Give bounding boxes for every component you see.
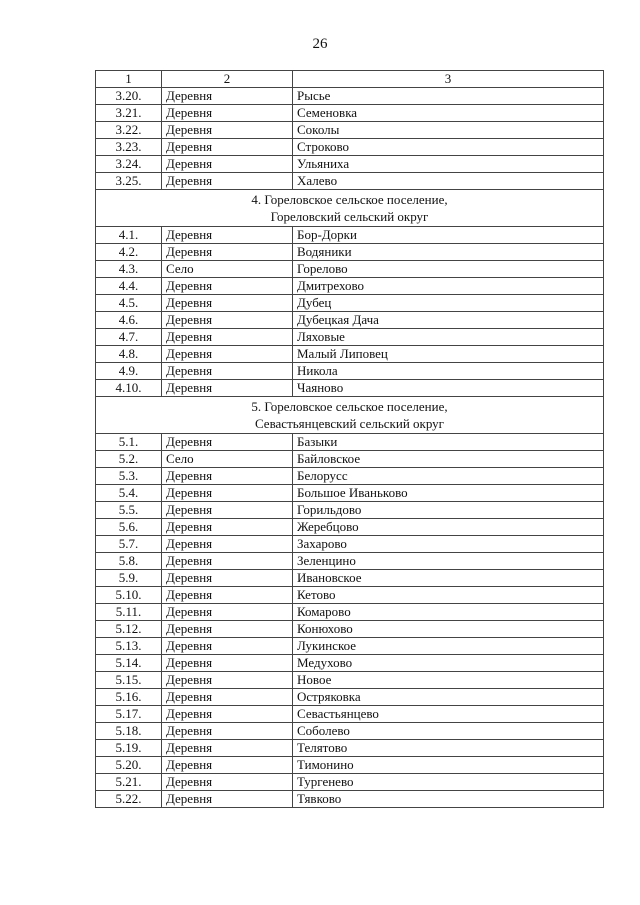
settlement-name: Остряковка <box>293 689 604 706</box>
table-row <box>96 502 604 519</box>
table-row <box>96 519 604 536</box>
table-row <box>96 468 604 485</box>
settlement-name: Телятово <box>293 740 604 757</box>
table-row <box>96 295 604 312</box>
settlement-type: Деревня <box>162 655 293 672</box>
row-number: 5.8. <box>96 553 162 570</box>
settlement-name: Жеребцово <box>293 519 604 536</box>
table-row <box>96 227 604 244</box>
settlement-type: Деревня <box>162 706 293 723</box>
settlement-type: Деревня <box>162 638 293 655</box>
table-row <box>96 156 604 173</box>
settlement-type: Село <box>162 451 293 468</box>
settlement-type: Деревня <box>162 156 293 173</box>
row-number: 3.23. <box>96 139 162 156</box>
table-row <box>96 451 604 468</box>
table-row <box>96 570 604 587</box>
settlement-name: Горильдово <box>293 502 604 519</box>
settlement-name: Комарово <box>293 604 604 621</box>
row-number: 3.20. <box>96 88 162 105</box>
section-heading-line: 4. Гореловское сельское поселение, <box>251 192 448 207</box>
row-number: 5.1. <box>96 434 162 451</box>
table-row <box>96 723 604 740</box>
settlement-name: Никола <box>293 363 604 380</box>
table-row <box>96 105 604 122</box>
settlement-type: Деревня <box>162 485 293 502</box>
row-number: 5.19. <box>96 740 162 757</box>
row-number: 5.16. <box>96 689 162 706</box>
section-heading-line: Севастьянцевский сельский округ <box>254 416 445 431</box>
settlement-type: Село <box>162 261 293 278</box>
row-number: 5.6. <box>96 519 162 536</box>
settlement-name: Малый Липовец <box>293 346 604 363</box>
settlement-name: Дубец <box>293 295 604 312</box>
row-number: 5.2. <box>96 451 162 468</box>
settlement-type: Деревня <box>162 791 293 808</box>
settlement-type: Деревня <box>162 312 293 329</box>
settlement-type: Деревня <box>162 740 293 757</box>
table-row <box>96 434 604 451</box>
column-header-number: 1 <box>96 71 162 88</box>
settlement-name: Тургенево <box>293 774 604 791</box>
settlement-type: Деревня <box>162 774 293 791</box>
table-row <box>96 346 604 363</box>
settlement-name: Ляховые <box>293 329 604 346</box>
settlement-type: Деревня <box>162 519 293 536</box>
row-number: 5.22. <box>96 791 162 808</box>
table-row <box>96 312 604 329</box>
section-heading-line: 5. Гореловское сельское поселение, <box>251 399 448 414</box>
table-row <box>96 139 604 156</box>
row-number: 4.4. <box>96 278 162 295</box>
table-body <box>96 88 604 808</box>
row-number: 4.3. <box>96 261 162 278</box>
row-number: 4.8. <box>96 346 162 363</box>
row-number: 3.24. <box>96 156 162 173</box>
row-number: 5.18. <box>96 723 162 740</box>
settlement-name: Конюхово <box>293 621 604 638</box>
settlement-name: Новое <box>293 672 604 689</box>
settlement-name: Медухово <box>293 655 604 672</box>
settlement-name: Дубецкая Дача <box>293 312 604 329</box>
page-number: 26 <box>312 36 328 52</box>
settlement-name: Водяники <box>293 244 604 261</box>
table-row <box>96 774 604 791</box>
settlement-type: Деревня <box>162 468 293 485</box>
row-number: 4.2. <box>96 244 162 261</box>
table-row <box>96 672 604 689</box>
row-number: 5.17. <box>96 706 162 723</box>
table-row <box>96 329 604 346</box>
header-row <box>96 71 604 88</box>
section-heading-row <box>96 397 604 434</box>
row-number: 3.22. <box>96 122 162 139</box>
settlement-type: Деревня <box>162 434 293 451</box>
settlement-type: Деревня <box>162 604 293 621</box>
table-row <box>96 604 604 621</box>
settlement-name: Бор-Дорки <box>293 227 604 244</box>
settlement-type: Деревня <box>162 363 293 380</box>
settlement-name: Базыки <box>293 434 604 451</box>
settlement-type: Деревня <box>162 380 293 397</box>
row-number: 5.20. <box>96 757 162 774</box>
row-number: 5.4. <box>96 485 162 502</box>
settlement-type: Деревня <box>162 295 293 312</box>
settlement-name: Дмитрехово <box>293 278 604 295</box>
settlement-name: Тимонино <box>293 757 604 774</box>
row-number: 4.5. <box>96 295 162 312</box>
settlement-type: Деревня <box>162 536 293 553</box>
table-row <box>96 122 604 139</box>
row-number: 5.21. <box>96 774 162 791</box>
column-header-type: 2 <box>162 71 293 88</box>
row-number: 5.12. <box>96 621 162 638</box>
table-row <box>96 88 604 105</box>
table-row <box>96 689 604 706</box>
settlement-name: Зеленцино <box>293 553 604 570</box>
settlement-type: Деревня <box>162 689 293 706</box>
row-number: 4.6. <box>96 312 162 329</box>
row-number: 4.9. <box>96 363 162 380</box>
settlement-type: Деревня <box>162 553 293 570</box>
settlement-name: Чаяново <box>293 380 604 397</box>
table-row <box>96 380 604 397</box>
settlement-name: Семеновка <box>293 105 604 122</box>
settlement-type: Деревня <box>162 587 293 604</box>
settlement-name: Рысье <box>293 88 604 105</box>
settlement-type: Деревня <box>162 173 293 190</box>
settlement-name: Халево <box>293 173 604 190</box>
section-heading <box>96 190 604 227</box>
table-row <box>96 485 604 502</box>
table-row <box>96 553 604 570</box>
settlement-name: Белорусс <box>293 468 604 485</box>
row-number: 4.1. <box>96 227 162 244</box>
table-row <box>96 278 604 295</box>
table-row <box>96 244 604 261</box>
settlement-type: Деревня <box>162 139 293 156</box>
table-row <box>96 587 604 604</box>
section-heading-line: Гореловский сельский округ <box>270 209 429 224</box>
table-row <box>96 757 604 774</box>
table-row <box>96 638 604 655</box>
table-row <box>96 740 604 757</box>
settlement-type: Деревня <box>162 723 293 740</box>
settlement-name: Строково <box>293 139 604 156</box>
row-number: 4.7. <box>96 329 162 346</box>
settlement-name: Кетово <box>293 587 604 604</box>
settlement-type: Деревня <box>162 88 293 105</box>
table-row <box>96 173 604 190</box>
settlement-type: Деревня <box>162 757 293 774</box>
settlement-name: Большое Иваньково <box>293 485 604 502</box>
settlement-type: Деревня <box>162 278 293 295</box>
row-number: 5.10. <box>96 587 162 604</box>
settlement-name: Севастьянцево <box>293 706 604 723</box>
table-row <box>96 261 604 278</box>
row-number: 5.14. <box>96 655 162 672</box>
table-row <box>96 655 604 672</box>
settlement-type: Деревня <box>162 672 293 689</box>
row-number: 5.15. <box>96 672 162 689</box>
table-row <box>96 621 604 638</box>
settlements-table <box>95 70 604 808</box>
row-number: 5.11. <box>96 604 162 621</box>
settlement-name: Ивановское <box>293 570 604 587</box>
row-number: 5.5. <box>96 502 162 519</box>
table-row <box>96 536 604 553</box>
settlement-name: Соболево <box>293 723 604 740</box>
column-header-name: 3 <box>293 71 604 88</box>
settlement-name: Соколы <box>293 122 604 139</box>
settlement-type: Деревня <box>162 227 293 244</box>
row-number: 5.3. <box>96 468 162 485</box>
section-heading-row <box>96 190 604 227</box>
settlement-type: Деревня <box>162 621 293 638</box>
section-heading <box>96 397 604 434</box>
settlement-type: Деревня <box>162 570 293 587</box>
settlement-name: Ульяниха <box>293 156 604 173</box>
row-number: 4.10. <box>96 380 162 397</box>
settlement-type: Деревня <box>162 244 293 261</box>
settlement-type: Деревня <box>162 122 293 139</box>
settlement-type: Деревня <box>162 346 293 363</box>
row-number: 5.13. <box>96 638 162 655</box>
settlement-name: Байловское <box>293 451 604 468</box>
table-header <box>96 71 604 88</box>
table-row <box>96 363 604 380</box>
table-row <box>96 706 604 723</box>
settlement-type: Деревня <box>162 105 293 122</box>
row-number: 5.9. <box>96 570 162 587</box>
settlement-type: Деревня <box>162 329 293 346</box>
settlement-name: Тявково <box>293 791 604 808</box>
row-number: 3.25. <box>96 173 162 190</box>
table-row <box>96 791 604 808</box>
settlement-type: Деревня <box>162 502 293 519</box>
row-number: 5.7. <box>96 536 162 553</box>
settlement-name: Лукинское <box>293 638 604 655</box>
settlement-name: Горелово <box>293 261 604 278</box>
settlement-name: Захарово <box>293 536 604 553</box>
row-number: 3.21. <box>96 105 162 122</box>
